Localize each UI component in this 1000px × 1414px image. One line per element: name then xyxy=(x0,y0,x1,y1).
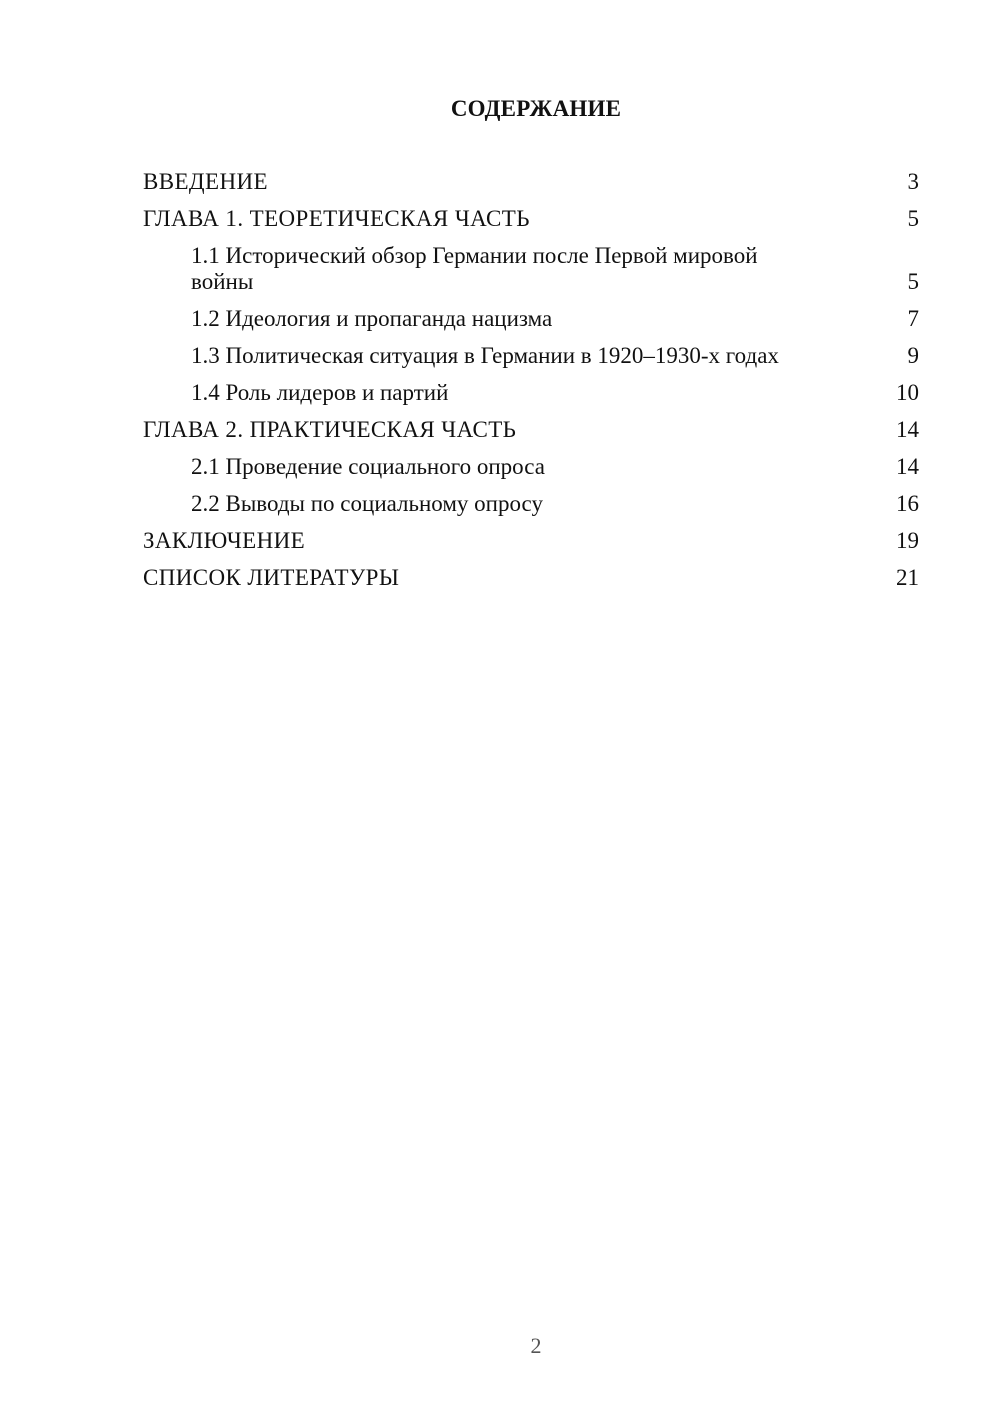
toc-entry-title: ГЛАВА 1. ТЕОРЕТИЧЕСКАЯ ЧАСТЬ xyxy=(143,206,530,231)
toc-entry-title: 1.1 Исторический обзор Германии после Первой мировой войны xyxy=(191,243,758,294)
toc-entry-section-2-1[interactable] xyxy=(143,454,919,480)
toc-entry-section-1-3[interactable] xyxy=(143,343,919,369)
toc-entry-chapter-1[interactable] xyxy=(143,206,919,232)
toc-entry-page: 14 xyxy=(896,454,919,479)
toc-entry-chapter-2[interactable] xyxy=(143,417,919,443)
toc-entry-conclusion[interactable] xyxy=(143,528,919,554)
toc-entry-introduction[interactable] xyxy=(143,169,919,195)
toc-entry-title: СПИСОК ЛИТЕРАТУРЫ xyxy=(143,565,400,590)
toc-entry-section-1-4[interactable] xyxy=(143,380,919,406)
toc-entry-title: ВВЕДЕНИЕ xyxy=(143,169,268,194)
toc-entry-section-1-1[interactable] xyxy=(143,243,919,295)
toc-entry-page: 19 xyxy=(896,528,919,553)
toc-entry-page: 5 xyxy=(907,269,919,294)
toc-entry-page: 9 xyxy=(907,343,919,368)
toc-entry-page: 5 xyxy=(907,206,919,231)
page-title: СОДЕРЖАНИЕ xyxy=(450,96,622,121)
toc-entry-section-2-2[interactable] xyxy=(143,491,919,517)
table-of-contents xyxy=(143,169,919,602)
toc-entry-page: 3 xyxy=(907,169,919,194)
page-number: 2 xyxy=(530,1333,542,1358)
toc-entry-page: 14 xyxy=(896,417,919,442)
toc-entry-title: ГЛАВА 2. ПРАКТИЧЕСКАЯ ЧАСТЬ xyxy=(143,417,517,442)
toc-entry-title: 1.4 Роль лидеров и партий xyxy=(191,380,449,405)
toc-entry-page: 10 xyxy=(896,380,919,405)
toc-entry-title: 2.2 Выводы по социальному опросу xyxy=(191,491,543,516)
toc-entry-title: 1.3 Политическая ситуация в Германии в 1920–1930-х годах xyxy=(191,343,779,368)
toc-entry-title: 1.2 Идеология и пропаганда нацизма xyxy=(191,306,553,331)
toc-entry-title: 2.1 Проведение социального опроса xyxy=(191,454,545,479)
toc-entry-page: 7 xyxy=(907,306,919,331)
toc-entry-page: 21 xyxy=(896,565,919,590)
toc-entry-title: ЗАКЛЮЧЕНИЕ xyxy=(143,528,306,553)
toc-entry-page: 16 xyxy=(896,491,919,516)
toc-entry-section-1-2[interactable] xyxy=(143,306,919,332)
toc-entry-references[interactable] xyxy=(143,565,919,591)
